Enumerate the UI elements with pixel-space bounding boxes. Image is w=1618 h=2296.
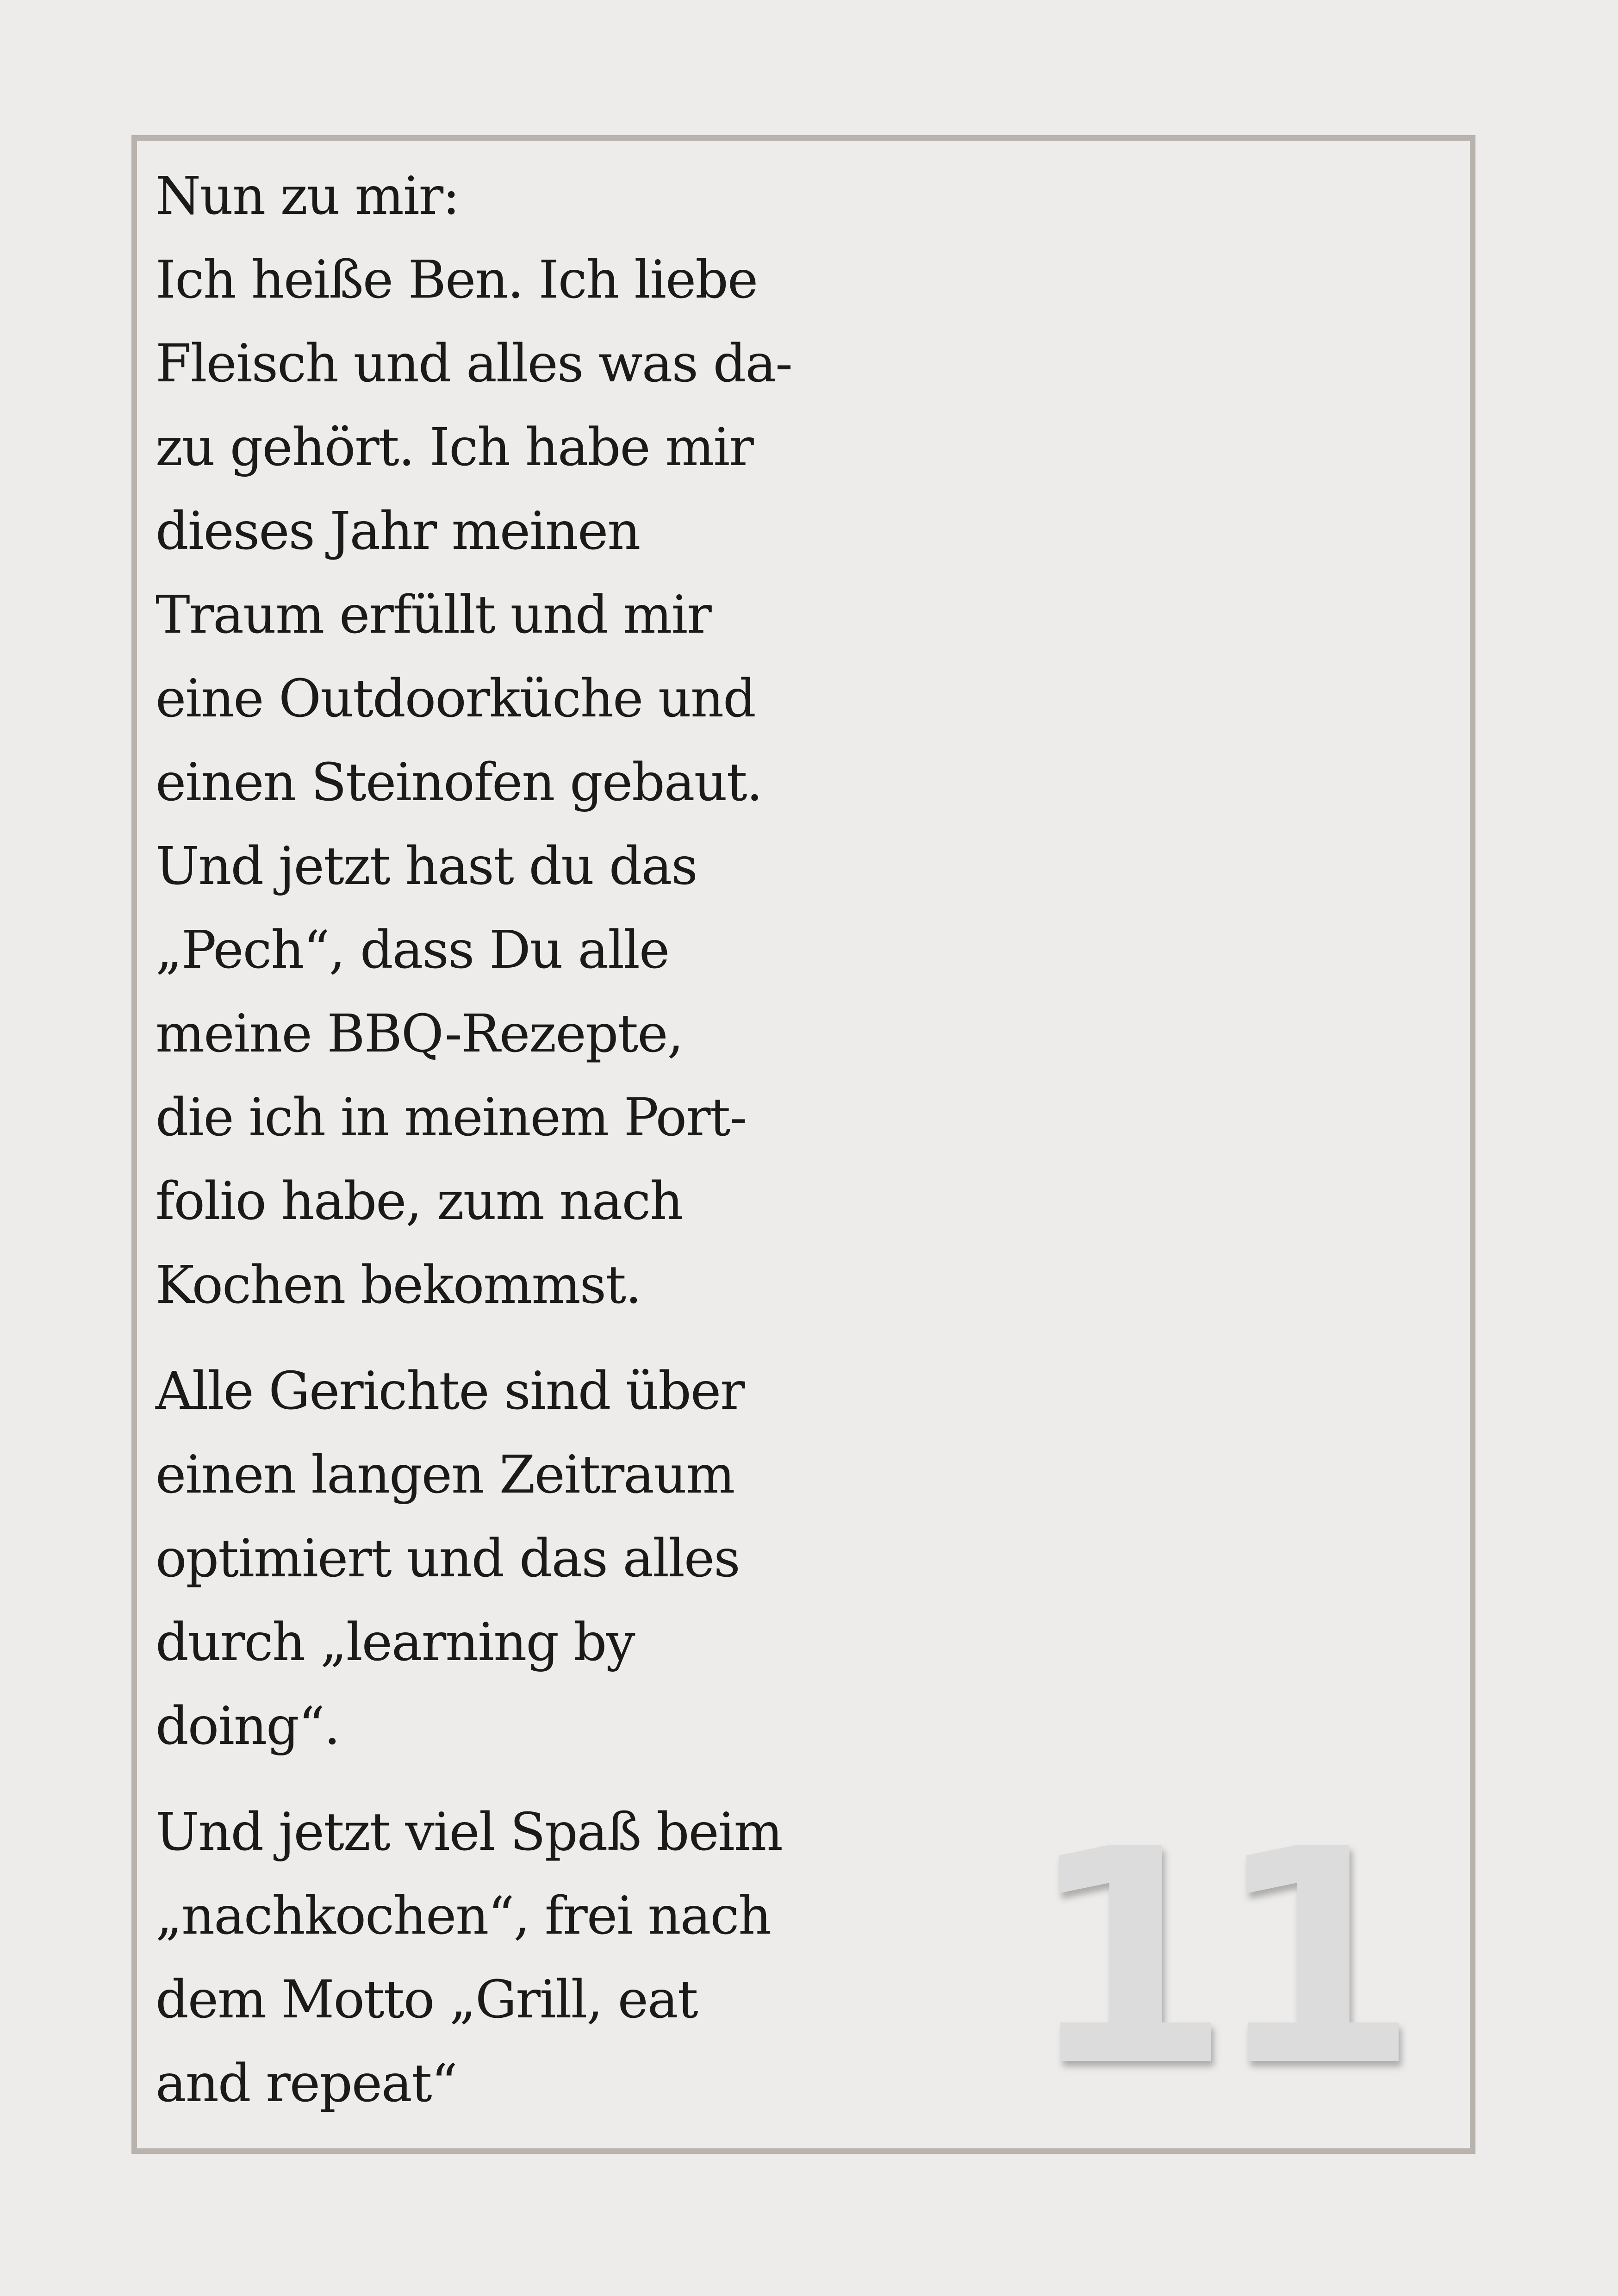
text-line: zu gehört. Ich habe mir — [156, 417, 753, 478]
text-line: meine BBQ-Rezepte, — [156, 1004, 683, 1064]
text-line: „Pech“, dass Du alle — [156, 920, 669, 980]
text-line: Und jetzt hast du das — [156, 836, 697, 896]
text-line: die ich in meinem Port- — [156, 1088, 747, 1148]
text-line: durch „learning by — [156, 1612, 635, 1673]
body-text — [156, 155, 813, 2126]
text-line: Fleisch und alles was da- — [156, 334, 792, 394]
text-line: Und jetzt viel Spaß beim — [156, 1802, 782, 1862]
paragraph-intro — [156, 155, 813, 1327]
text-line: Ich heiße Ben. Ich liebe — [156, 250, 758, 310]
text-line: einen Steinofen gebaut. — [156, 753, 762, 813]
text-line: and repeat“ — [156, 2053, 457, 2114]
text-line: dem Motto „Grill, eat — [156, 1970, 697, 2030]
text-line: Alle Gerichte sind über — [156, 1361, 744, 1421]
paragraph-dishes — [156, 1350, 813, 1768]
text-line: doing“. — [156, 1696, 340, 1756]
text-line: „nachkochen“, frei nach — [156, 1886, 771, 1946]
text-line: Kochen bekommst. — [156, 1255, 641, 1315]
text-line: eine Outdoorküche und — [156, 669, 755, 729]
text-line: optimiert und das alles — [156, 1529, 740, 1589]
text-line: Nun zu mir: — [156, 166, 459, 226]
text-line: folio habe, zum nach — [156, 1171, 683, 1232]
text-line: Traum erfüllt und mir — [156, 585, 711, 645]
paragraph-closing — [156, 1791, 813, 2126]
page-number: 11 — [1025, 1786, 1400, 2131]
text-line: dieses Jahr meinen — [156, 501, 640, 561]
text-line: einen langen Zeitraum — [156, 1445, 734, 1505]
page-frame — [131, 135, 1475, 2154]
